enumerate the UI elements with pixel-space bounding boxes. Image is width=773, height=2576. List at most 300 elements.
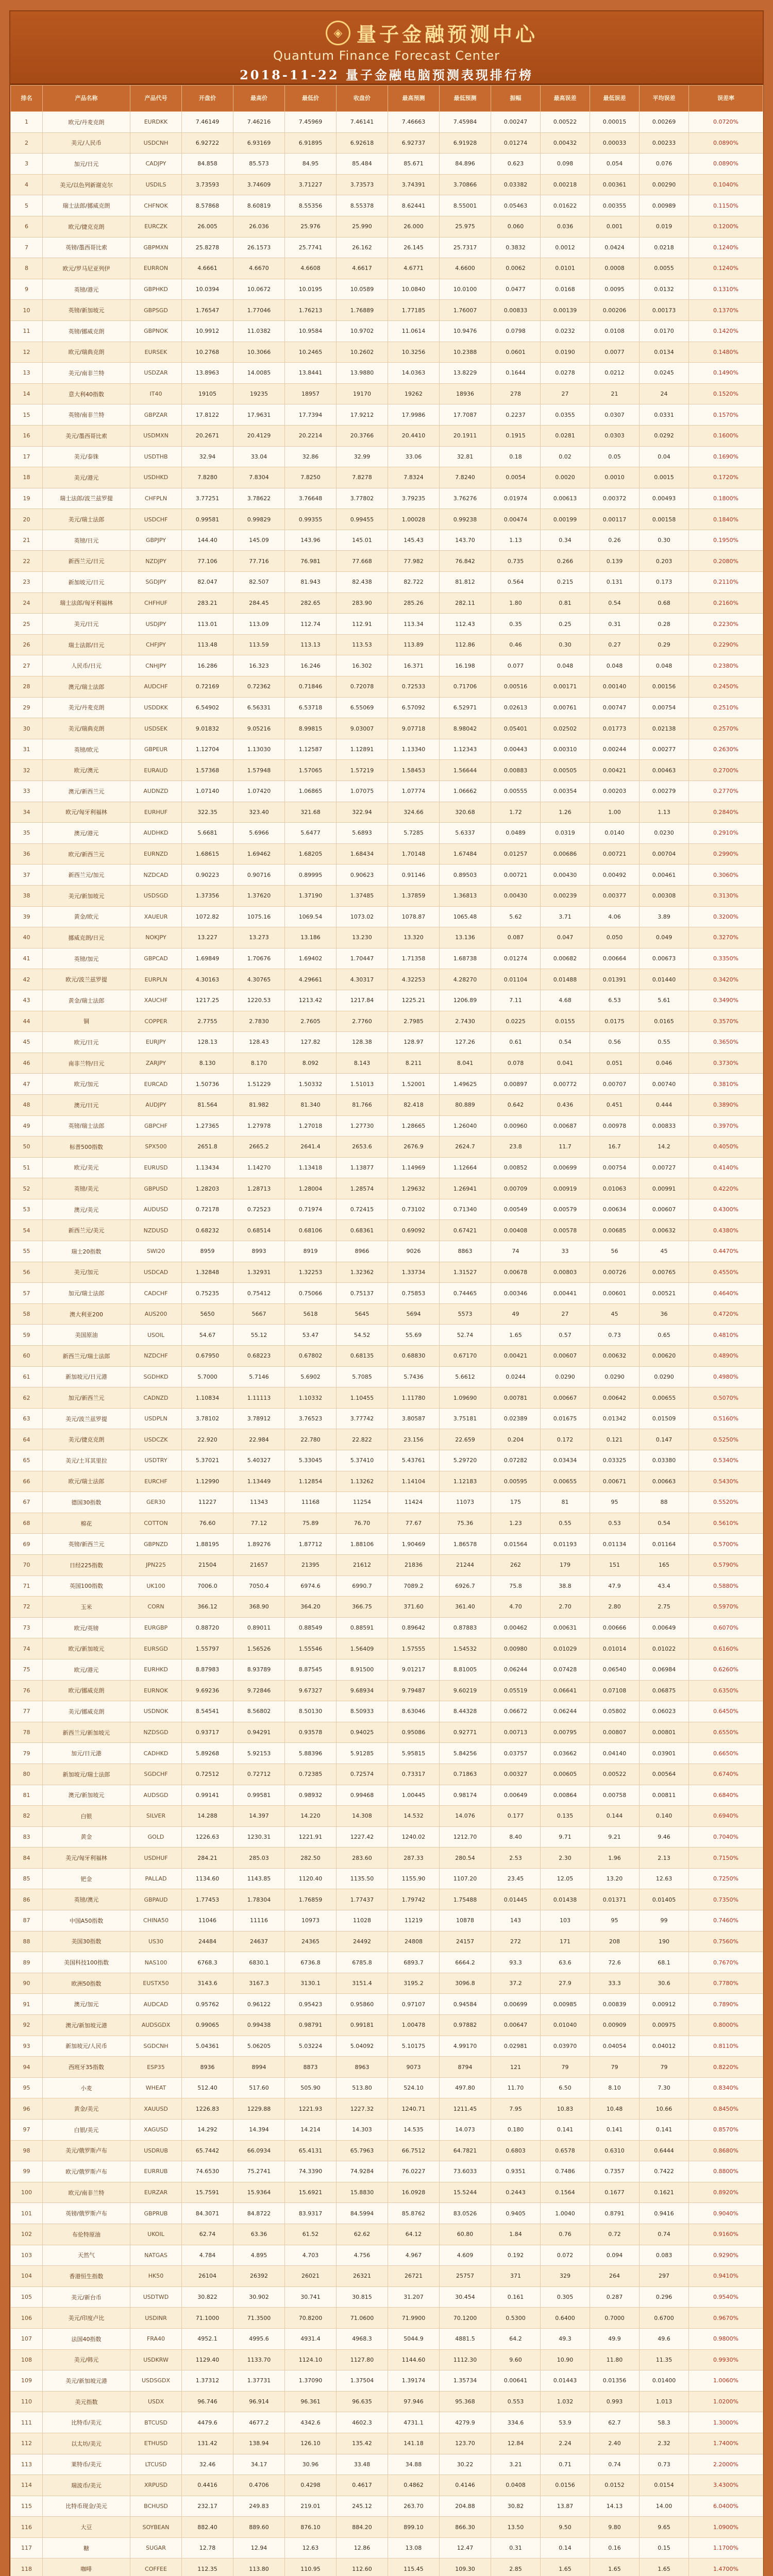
- table-cell: 0.00632: [590, 1346, 640, 1367]
- table-cell: 1.032: [541, 2391, 590, 2412]
- table-cell: 0.4300%: [689, 1199, 763, 1220]
- table-cell: 64: [11, 1429, 43, 1450]
- table-cell: 1.26: [541, 802, 590, 823]
- table-cell: 10.0840: [388, 279, 440, 300]
- table-cell: 8794: [440, 2057, 491, 2078]
- table-cell: EUSTX50: [130, 1973, 182, 1994]
- table-cell: 2.7605: [285, 1011, 337, 1032]
- table-cell: 77.982: [388, 551, 440, 572]
- table-cell: 1.013: [640, 2391, 689, 2412]
- table-cell: 0.00864: [541, 1785, 590, 1806]
- table-cell: 0.1564: [541, 2182, 590, 2203]
- table-cell: 1.55797: [182, 1638, 233, 1659]
- table-cell: 0.4380%: [689, 1220, 763, 1241]
- table-cell: 26.036: [233, 216, 285, 237]
- table-cell: 95.368: [440, 2391, 491, 2412]
- table-cell: 0.8110%: [689, 2036, 763, 2057]
- table-cell: 371.60: [388, 1597, 440, 1618]
- table-cell: 47.9: [590, 1575, 640, 1597]
- table-cell: 0.75137: [337, 1283, 388, 1304]
- table-cell: 0.00833: [640, 1115, 689, 1137]
- table-cell: 84.858: [182, 154, 233, 175]
- table-cell: 0.0290: [640, 1366, 689, 1387]
- table-cell: 22: [11, 551, 43, 572]
- table-cell: 0.00549: [491, 1199, 541, 1220]
- table-cell: 0.1600%: [689, 425, 763, 446]
- table-cell: 85.484: [337, 154, 388, 175]
- table-row: [11, 1826, 763, 1848]
- table-cell: 0.4470%: [689, 1241, 763, 1262]
- table-row: [11, 634, 763, 655]
- table-cell: 1.0200%: [689, 2391, 763, 2412]
- table-row: [11, 1513, 763, 1534]
- table-row: [11, 990, 763, 1011]
- table-cell: 25: [11, 614, 43, 635]
- table-cell: 26.005: [182, 216, 233, 237]
- table-cell: 113.34: [388, 614, 440, 635]
- forecast-ranking-table: [10, 85, 763, 2576]
- table-cell: 49.9: [590, 2328, 640, 2349]
- table-cell: 欧元/丹麦克朗: [43, 112, 130, 133]
- table-cell: 1.56526: [233, 1638, 285, 1659]
- table-cell: 1.77046: [233, 300, 285, 321]
- table-cell: 84.8722: [233, 2203, 285, 2224]
- table-cell: 0.02: [541, 446, 590, 467]
- table-cell: 10.0589: [337, 279, 388, 300]
- table-cell: 0.27: [590, 634, 640, 655]
- table-row: [11, 1366, 763, 1387]
- table-cell: 0.1370%: [689, 300, 763, 321]
- table-cell: 5.88396: [285, 1743, 337, 1764]
- table-cell: 新西兰元/美元: [43, 1220, 130, 1241]
- table-cell: 0.00666: [590, 1617, 640, 1638]
- table-cell: GBPAUD: [130, 1889, 182, 1910]
- table-cell: 68: [11, 1513, 43, 1534]
- table-cell: 0.00441: [541, 1283, 590, 1304]
- table-cell: 284.45: [233, 592, 285, 614]
- table-cell: 0.0798: [491, 320, 541, 342]
- table-cell: FRA40: [130, 2328, 182, 2349]
- table-cell: 0.14: [541, 2537, 590, 2558]
- table-cell: 10.90: [541, 2349, 590, 2370]
- table-cell: 4.6600: [440, 258, 491, 279]
- table-cell: 0.68830: [388, 1346, 440, 1367]
- table-cell: 1.13030: [233, 739, 285, 760]
- table-cell: 0.0281: [541, 425, 590, 446]
- table-cell: 0.0140: [590, 823, 640, 844]
- table-cell: 26021: [285, 2266, 337, 2287]
- table-cell: 3.77742: [337, 1408, 388, 1429]
- table-cell: GBPNZD: [130, 1534, 182, 1555]
- table-cell: 62: [11, 1387, 43, 1409]
- table-cell: 0.00199: [541, 509, 590, 530]
- table-cell: XAUCHF: [130, 990, 182, 1011]
- table-cell: 0.1480%: [689, 342, 763, 363]
- table-cell: 108: [11, 2349, 43, 2370]
- table-cell: ZARJPY: [130, 1053, 182, 1074]
- table-cell: 110.95: [285, 2558, 337, 2576]
- table-cell: 挪威克朗/日元: [43, 927, 130, 948]
- table-cell: 0.3570%: [689, 1011, 763, 1032]
- table-cell: 0.00761: [541, 697, 590, 718]
- table-cell: 14.397: [233, 1806, 285, 1827]
- table-cell: 55: [11, 1241, 43, 1262]
- table-cell: 0.35: [491, 614, 541, 635]
- table-cell: 131.42: [182, 2433, 233, 2454]
- table-cell: 1069.54: [285, 906, 337, 927]
- table-cell: 0.0015: [640, 467, 689, 488]
- table-cell: 4.6617: [337, 258, 388, 279]
- table-cell: 中国A50指数: [43, 1910, 130, 1931]
- table-cell: 0.0095: [590, 279, 640, 300]
- table-cell: 0.2237: [491, 404, 541, 426]
- table-cell: 14.535: [388, 2120, 440, 2141]
- table-cell: 1.65: [491, 1325, 541, 1346]
- table-cell: 欧元/罗马尼亚列伊: [43, 258, 130, 279]
- table-cell: 7.46149: [182, 112, 233, 133]
- table-cell: 2.24: [541, 2433, 590, 2454]
- table-cell: 1.72: [491, 802, 541, 823]
- table-cell: 西班牙35指数: [43, 2057, 130, 2078]
- table-cell: 1.77437: [337, 1889, 388, 1910]
- table-cell: 0.68223: [233, 1346, 285, 1367]
- table-cell: 26721: [388, 2266, 440, 2287]
- table-cell: 151: [590, 1554, 640, 1575]
- table-cell: 英镑/瑞士法郎: [43, 1115, 130, 1137]
- table-cell: GOLD: [130, 1826, 182, 1848]
- table-cell: 美元/港元: [43, 467, 130, 488]
- table-cell: 26.1573: [233, 237, 285, 258]
- table-cell: 17.9986: [388, 404, 440, 426]
- table-cell: 澳元/港元: [43, 823, 130, 844]
- table-cell: 加元/日元: [43, 154, 130, 175]
- table-cell: 瑞士法郎/挪威克朗: [43, 195, 130, 216]
- table-cell: 6.57092: [388, 697, 440, 718]
- table-cell: 人民币/日元: [43, 655, 130, 676]
- table-cell: 45: [640, 1241, 689, 1262]
- table-cell: 0.03382: [491, 174, 541, 195]
- table-cell: 0.00801: [640, 1722, 689, 1743]
- table-row: [11, 1303, 763, 1325]
- table-cell: 4.703: [285, 2245, 337, 2266]
- table-cell: 美元/印度卢比: [43, 2308, 130, 2329]
- table-cell: 113.01: [182, 614, 233, 635]
- table-cell: 0.67421: [440, 1220, 491, 1241]
- table-cell: 0.7780%: [689, 1973, 763, 1994]
- table-cell: 0.89503: [440, 865, 491, 886]
- table-cell: 英镑/美元: [43, 1178, 130, 1199]
- table-cell: 0.81: [541, 592, 590, 614]
- table-cell: USOIL: [130, 1325, 182, 1346]
- table-cell: 0.00595: [491, 1471, 541, 1492]
- table-cell: 10.0100: [440, 279, 491, 300]
- table-cell: 1.37504: [337, 2370, 388, 2392]
- table-cell: 1155.90: [388, 1868, 440, 1889]
- table-cell: 56: [590, 1241, 640, 1262]
- table-cell: 0.00781: [491, 1387, 541, 1409]
- table-cell: 0.00980: [491, 1638, 541, 1659]
- table-cell: 18: [11, 467, 43, 488]
- table-cell: 1.37312: [182, 2370, 233, 2392]
- table-cell: 1.28665: [388, 1115, 440, 1137]
- table-row: [11, 1011, 763, 1032]
- table-cell: 3143.6: [182, 1973, 233, 1994]
- table-cell: 101: [11, 2203, 43, 2224]
- table-cell: 5.6681: [182, 823, 233, 844]
- table-cell: 99: [11, 2161, 43, 2182]
- table-cell: 0.2380%: [689, 655, 763, 676]
- table-cell: 165: [640, 1554, 689, 1575]
- table-cell: 10.9702: [337, 320, 388, 342]
- table-cell: 14.292: [182, 2120, 233, 2141]
- table-cell: 0.0175: [590, 1011, 640, 1032]
- report-frame: [9, 10, 764, 2576]
- table-cell: 20.2214: [285, 425, 337, 446]
- table-cell: 0.141: [541, 2120, 590, 2141]
- table-cell: 4731.1: [388, 2412, 440, 2433]
- table-cell: 6.92618: [337, 132, 388, 154]
- table-cell: 0.00346: [491, 1283, 541, 1304]
- table-cell: 0.01405: [640, 1889, 689, 1910]
- table-cell: 0.02389: [491, 1408, 541, 1429]
- table-cell: 0.00474: [491, 509, 541, 530]
- table-cell: 0.3130%: [689, 885, 763, 906]
- table-cell: 0.8800%: [689, 2161, 763, 2182]
- table-cell: 64.2: [491, 2328, 541, 2349]
- table-cell: 114: [11, 2475, 43, 2496]
- table-cell: EURSEK: [130, 342, 182, 363]
- table-cell: 7.45969: [285, 112, 337, 133]
- table-cell: 7006.0: [182, 1575, 233, 1597]
- table-cell: 21504: [182, 1554, 233, 1575]
- table-cell: 14.214: [285, 2120, 337, 2141]
- table-cell: 7.8280: [182, 467, 233, 488]
- table-cell: 0.6260%: [689, 1659, 763, 1680]
- table-cell: 21836: [388, 1554, 440, 1575]
- table-cell: 1.12183: [440, 1471, 491, 1492]
- table-cell: 10.2465: [285, 342, 337, 363]
- table-cell: 80: [11, 1764, 43, 1785]
- table-cell: 0.94025: [337, 1722, 388, 1743]
- table-cell: 3.78912: [233, 1408, 285, 1429]
- table-row: [11, 154, 763, 175]
- table-row: [11, 2224, 763, 2245]
- table-cell: 0.050: [590, 927, 640, 948]
- table-cell: 0.00247: [491, 112, 541, 133]
- table-cell: 1.76547: [182, 300, 233, 321]
- table-cell: 113.53: [337, 634, 388, 655]
- table-cell: 96.746: [182, 2391, 233, 2412]
- column-header: 误差率: [689, 86, 763, 112]
- table-cell: GBPUSD: [130, 1178, 182, 1199]
- table-cell: 297: [640, 2266, 689, 2287]
- table-cell: 0.99829: [233, 509, 285, 530]
- table-cell: 95: [590, 1492, 640, 1513]
- table-cell: 4.967: [388, 2245, 440, 2266]
- table-cell: 9: [11, 279, 43, 300]
- table-cell: 1.76213: [285, 300, 337, 321]
- table-cell: 0.9800%: [689, 2328, 763, 2349]
- table-cell: 22.822: [337, 1429, 388, 1450]
- table-cell: 0.00361: [590, 174, 640, 195]
- table-row: [11, 2098, 763, 2120]
- table-cell: 8966: [337, 1241, 388, 1262]
- table-cell: 0.0218: [640, 237, 689, 258]
- table-cell: 0.9040%: [689, 2203, 763, 2224]
- table-cell: 3.4300%: [689, 2475, 763, 2496]
- table-cell: 8994: [233, 2057, 285, 2078]
- table-cell: 0.55: [541, 1513, 590, 1534]
- table-row: [11, 2412, 763, 2433]
- table-row: [11, 1094, 763, 1115]
- table-cell: 0.204: [491, 1429, 541, 1450]
- table-cell: 20.3766: [337, 425, 388, 446]
- table-cell: 77.12: [233, 1513, 285, 1534]
- table-cell: 32.94: [182, 446, 233, 467]
- table-cell: USDTRY: [130, 1450, 182, 1471]
- table-cell: 0.0245: [640, 363, 689, 384]
- table-cell: 0.89995: [285, 865, 337, 886]
- table-cell: 欧元/美元: [43, 1157, 130, 1178]
- table-cell: NZDCAD: [130, 865, 182, 886]
- table-cell: 58.3: [640, 2412, 689, 2433]
- table-cell: 0.00564: [640, 1764, 689, 1785]
- table-cell: 0.67802: [285, 1346, 337, 1367]
- table-cell: 74.3390: [285, 2161, 337, 2182]
- table-cell: 0.00156: [640, 676, 689, 698]
- table-cell: 26104: [182, 2266, 233, 2287]
- table-cell: 0.7460%: [689, 1910, 763, 1931]
- table-cell: 1107.20: [440, 1868, 491, 1889]
- table-cell: 5618: [285, 1303, 337, 1325]
- table-cell: 新西兰元/加元: [43, 865, 130, 886]
- table-cell: CADCHF: [130, 1283, 182, 1304]
- table-cell: 1.37190: [285, 885, 337, 906]
- table-cell: 98: [11, 2140, 43, 2161]
- table-cell: 0.07282: [491, 1450, 541, 1471]
- table-cell: 364.20: [285, 1597, 337, 1618]
- table-cell: 58: [11, 1303, 43, 1325]
- table-cell: 1.70676: [233, 948, 285, 969]
- table-cell: 56: [11, 1262, 43, 1283]
- table-row: [11, 342, 763, 363]
- table-cell: 1.55546: [285, 1638, 337, 1659]
- table-cell: 1.50332: [285, 1074, 337, 1095]
- table-cell: 0.9416: [640, 2203, 689, 2224]
- table-cell: USDMXN: [130, 425, 182, 446]
- table-cell: 30.454: [440, 2286, 491, 2308]
- table-cell: 524.10: [388, 2077, 440, 2098]
- table-cell: 棉花: [43, 1513, 130, 1534]
- table-cell: 0.01257: [491, 843, 541, 865]
- table-cell: 0.1800%: [689, 488, 763, 509]
- table-row: [11, 1387, 763, 1409]
- table-cell: 1.76889: [337, 300, 388, 321]
- table-cell: EURGBP: [130, 1617, 182, 1638]
- table-cell: 0.00772: [541, 1074, 590, 1095]
- table-cell: 20: [11, 509, 43, 530]
- table-cell: 0.00807: [590, 1722, 640, 1743]
- table-cell: 15.9364: [233, 2182, 285, 2203]
- table-cell: 玉米: [43, 1597, 130, 1618]
- table-cell: 4.99170: [440, 2036, 491, 2057]
- table-cell: 0.4706: [233, 2475, 285, 2496]
- table-cell: 62.7: [590, 2412, 640, 2433]
- report-header: [10, 11, 763, 85]
- table-cell: 美元/墨西哥比索: [43, 425, 130, 446]
- table-cell: 0.55: [640, 1032, 689, 1053]
- table-cell: 8.87983: [182, 1659, 233, 1680]
- table-cell: 9.72846: [233, 1680, 285, 1701]
- table-cell: 10878: [440, 1910, 491, 1931]
- table-cell: 0.0225: [491, 1011, 541, 1032]
- table-cell: 71.3500: [233, 2308, 285, 2329]
- table-cell: 1120.40: [285, 1868, 337, 1889]
- table-cell: 0.3490%: [689, 990, 763, 1011]
- table-cell: 1124.10: [285, 2349, 337, 2370]
- table-cell: 1221.91: [285, 1826, 337, 1848]
- table-cell: 1.50736: [182, 1074, 233, 1095]
- table-cell: 9.60: [491, 2349, 541, 2370]
- table-row: [11, 2454, 763, 2475]
- table-cell: 0.00601: [590, 1283, 640, 1304]
- table-cell: 0.0720%: [689, 112, 763, 133]
- table-cell: 14.394: [233, 2120, 285, 2141]
- table-cell: 5.7000: [182, 1366, 233, 1387]
- table-cell: 8.041: [440, 1053, 491, 1074]
- table-cell: CHFNOK: [130, 195, 182, 216]
- table-cell: 26: [11, 634, 43, 655]
- table-cell: 65.4131: [285, 2140, 337, 2161]
- table-cell: 美元/瑞典克朗: [43, 718, 130, 739]
- table-cell: 71.1000: [182, 2308, 233, 2329]
- table-cell: 5044.9: [388, 2328, 440, 2349]
- table-cell: 0.99141: [182, 1785, 233, 1806]
- table-cell: 0.8340%: [689, 2077, 763, 2098]
- table-cell: 11073: [440, 1492, 491, 1513]
- table-cell: 欧元/新西兰元: [43, 843, 130, 865]
- table-cell: 0.99438: [233, 2015, 285, 2036]
- table-cell: 9.07718: [388, 718, 440, 739]
- table-cell: 17.7087: [440, 404, 491, 426]
- table-cell: 0.65: [640, 1325, 689, 1346]
- table-cell: 3151.4: [337, 1973, 388, 1994]
- table-cell: 3: [11, 154, 43, 175]
- table-cell: 0.99355: [285, 509, 337, 530]
- table-cell: 67: [11, 1492, 43, 1513]
- table-row: [11, 1973, 763, 1994]
- column-header: 产品代号: [130, 86, 182, 112]
- table-row: [11, 1617, 763, 1638]
- table-cell: 0.04: [640, 446, 689, 467]
- table-cell: 英国100指数: [43, 1575, 130, 1597]
- table-cell: 0.7560%: [689, 1931, 763, 1952]
- table-row: [11, 865, 763, 886]
- table-cell: 0.049: [640, 927, 689, 948]
- table-cell: 0.4298: [285, 2475, 337, 2496]
- table-cell: 1065.48: [440, 906, 491, 927]
- table-cell: 49.6: [640, 2328, 689, 2349]
- table-cell: 0.00655: [640, 1387, 689, 1409]
- table-cell: GBPMXN: [130, 237, 182, 258]
- table-row: [11, 614, 763, 635]
- table-cell: 204.88: [440, 2496, 491, 2517]
- table-row: [11, 843, 763, 865]
- table-row: [11, 1262, 763, 1283]
- table-cell: 34.17: [233, 2454, 285, 2475]
- table-cell: 4931.4: [285, 2328, 337, 2349]
- table-cell: 0.0155: [541, 1011, 590, 1032]
